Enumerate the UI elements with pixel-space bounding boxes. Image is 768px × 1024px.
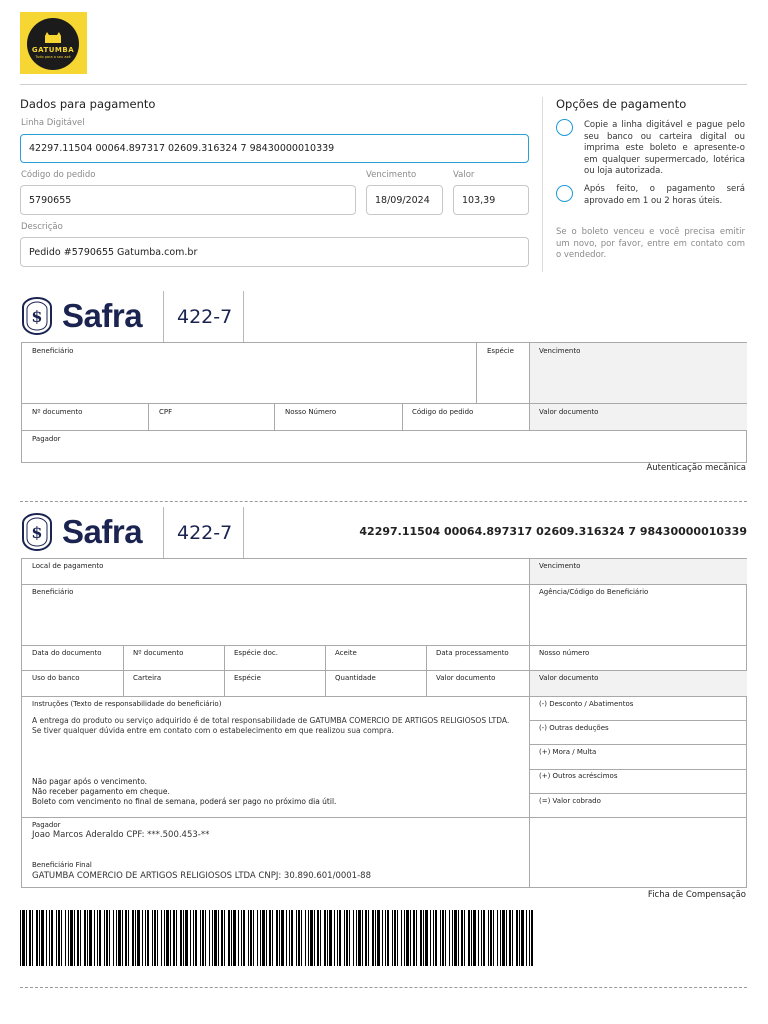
slip-vencimento-label: Vencimento [539, 562, 581, 570]
option-approval-text: Após feito, o pagamento será aprovado em 1 ou 2 horas úteis. [584, 184, 745, 206]
expired-note: Se o boleto venceu e você precisa emitir um novo, por favor, entre em contato com o vendedor. [556, 227, 745, 260]
nosso-numero-label: Nosso número [539, 649, 590, 657]
safra-logo-1 [20, 296, 142, 336]
logo-text: GATUMBA [31, 45, 75, 54]
slip-pagador-label: Pagador [32, 821, 61, 829]
instrucoes-line-2: Se tiver qualquer dúvida entre em contato com o estabelecimento em que realizou sua compra. [32, 726, 394, 735]
desconto-label: (-) Desconto / Abatimentos [539, 700, 634, 708]
receipt-table [21, 342, 747, 463]
safra-wordmark: Safra [62, 297, 143, 334]
descricao-label: Descrição [21, 222, 63, 232]
section-divider [542, 97, 543, 272]
quantidade-label: Quantidade [335, 674, 376, 682]
agencia-label: Agência/Código do Beneficiário [539, 588, 649, 596]
payment-options-title: Opções de pagamento [556, 97, 687, 111]
svg-text:$: $ [31, 307, 43, 326]
svg-text:$: $ [31, 523, 43, 542]
data-documento-label: Data do documento [32, 649, 102, 657]
bank-code-2: 422-7 [177, 522, 233, 544]
slip-linha-digitavel[interactable]: 42297.11504 00064.897317 02609.316324 7 98430000010339 [359, 525, 747, 538]
especie-doc-label: Espécie doc. [234, 649, 278, 657]
option-approval-radio[interactable] [556, 185, 573, 202]
safra-logo-2 [20, 512, 142, 552]
receipt-ndoc-label: Nº documento [32, 408, 83, 416]
code-separator [243, 291, 244, 342]
mora-label: (+) Mora / Multa [539, 748, 597, 756]
cat-icon [42, 30, 64, 44]
safra-emblem-icon [20, 513, 54, 551]
receipt-especie-label: Espécie [487, 347, 514, 355]
slip-beneficiario-label: Beneficiário [32, 588, 74, 596]
carteira-label: Carteira [133, 674, 162, 682]
option-copy-text: Copie a linha digitável e pague pelo seu banco ou carteira digital ou imprima este boleto e apresente-o em qualquer supermercado, lotérica ou loja autorizada. [584, 120, 745, 176]
instrucoes-line-1: A entrega do produto ou serviço adquirido é de total responsabilidade de GATUMBA COMERCIO DE ARTIGOS RELIGIOSOS LTDA. [32, 716, 510, 725]
receipt-cpf-label: CPF [159, 408, 173, 416]
payment-data-title: Dados para pagamento [20, 97, 156, 111]
beneficiario-final-value: GATUMBA COMERCIO DE ARTIGOS RELIGIOSOS LTDA CNPJ: 30.890.601/0001-88 [32, 871, 371, 881]
instrucoes-label: Instruções (Texto de responsabilidade do beneficiário) [32, 700, 222, 708]
cut-line-1 [20, 501, 747, 502]
top-divider [20, 84, 747, 85]
codigo-pedido-field[interactable]: 5790655 [20, 185, 356, 215]
warning-line-3: Boleto com vencimento no final de semana, poderá ser pago no próximo dia útil. [32, 797, 337, 806]
slip-table [21, 558, 747, 888]
safra-emblem-icon [20, 297, 54, 335]
receipt-vencimento-label: Vencimento [539, 347, 581, 355]
receipt-pagador-label: Pagador [32, 435, 61, 443]
vencimento-label: Vencimento [366, 170, 417, 180]
barcode [20, 910, 536, 966]
descricao-field[interactable]: Pedido #5790655 Gatumba.com.br [20, 237, 529, 267]
outras-deducoes-label: (-) Outras deduções [539, 724, 609, 732]
logo-badge [27, 18, 79, 70]
warning-line-2: Não receber pagamento em cheque. [32, 787, 170, 796]
receipt-nosso-numero-label: Nosso Número [285, 408, 337, 416]
warning-line-1: Não pagar após o vencimento. [32, 777, 148, 786]
linha-digitavel-field[interactable]: 42297.11504 00064.897317 02609.316324 7 98430000010339 [20, 134, 529, 163]
data-processamento-label: Data processamento [436, 649, 509, 657]
option-copy-radio[interactable] [556, 119, 573, 136]
aceite-label: Aceite [335, 649, 357, 657]
valor-field[interactable]: 103,39 [453, 185, 529, 215]
safra-wordmark: Safra [62, 513, 143, 550]
slip-ndoc-label: Nº documento [133, 649, 184, 657]
logo-tagline: Tudo para o seu axé [35, 54, 71, 59]
receipt-codigo-pedido-label: Código do pedido [412, 408, 474, 416]
especie-label: Espécie [234, 674, 261, 682]
valor-documento-left-label: Valor documento [436, 674, 496, 682]
outros-acrescimos-label: (+) Outros acréscimos [539, 772, 618, 780]
autenticacao-mecanica: Autenticação mecânica [646, 463, 746, 473]
valor-cobrado-label: (=) Valor cobrado [539, 797, 601, 805]
gatumba-logo [20, 12, 87, 74]
receipt-valor-label: Valor documento [539, 408, 599, 416]
barcode-bar [533, 910, 536, 966]
slip-valor-label: Valor documento [539, 674, 599, 682]
logo-separator [163, 291, 164, 342]
valor-label: Valor [453, 170, 475, 180]
bank-code-1: 422-7 [177, 306, 233, 328]
uso-banco-label: Uso do banco [32, 674, 80, 682]
linha-digitavel-label: Linha Digitável [21, 118, 85, 128]
beneficiario-final-label: Beneficiário Final [32, 861, 92, 869]
vencimento-field[interactable]: 18/09/2024 [366, 185, 443, 215]
codigo-pedido-label: Código do pedido [21, 170, 96, 180]
receipt-beneficiario-label: Beneficiário [32, 347, 74, 355]
ficha-compensacao: Ficha de Compensação [647, 890, 746, 900]
local-pagamento-label: Local de pagamento [32, 562, 104, 570]
cut-line-2 [20, 987, 747, 988]
pagador-value: Joao Marcos Aderaldo CPF: ***.500.453-** [32, 830, 210, 840]
